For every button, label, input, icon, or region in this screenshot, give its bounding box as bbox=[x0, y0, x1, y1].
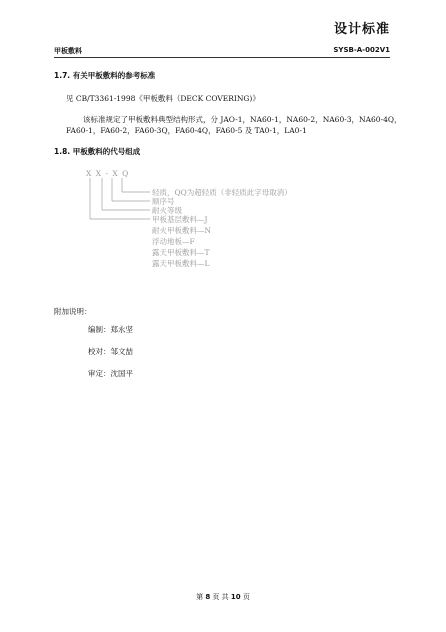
legend-item: 露天甲板敷料—L bbox=[152, 259, 210, 268]
footer-total-pages: 10 bbox=[230, 593, 241, 601]
paragraph-line-1: 该标准规定了甲板敷料典型结构形式，分 JAO-1，NA60-1，NA60-2，NA60-3，NA60-4Q， bbox=[83, 115, 402, 124]
code-structure-diagram bbox=[86, 168, 346, 276]
footer-middle: 页 共 bbox=[212, 593, 229, 601]
section-heading-1-8: 1.8. 甲板敷料的代号组成 bbox=[54, 147, 141, 156]
document-code: SYSB-A-002V1 bbox=[333, 46, 390, 54]
appendix-approver: 审定：沈国平 bbox=[88, 369, 133, 378]
legend-item: 露天甲板敷料—T bbox=[152, 248, 210, 257]
legend-item: 甲板基层敷料—J bbox=[152, 215, 208, 224]
legend-item: 轻质，QQ为超轻质（非轻质此字母取消） bbox=[152, 188, 292, 197]
page-footer bbox=[0, 592, 446, 602]
appendix-label: 附加说明： bbox=[54, 307, 92, 316]
paragraph-line-2: FA60-1，FA60-2，FA60-3Q，FA60-4Q，FA60-5 及 TA0-1，LA0-1 bbox=[66, 126, 307, 135]
legend-item: 耐火甲板敷料—N bbox=[152, 226, 212, 235]
footer-suffix: 页 bbox=[242, 593, 250, 601]
legend-item: 顺序号 bbox=[152, 197, 175, 206]
appendix-checker: 校对：邹文喆 bbox=[88, 347, 133, 356]
document-title: 设计标准 bbox=[333, 22, 390, 37]
footer-page-number: 8 bbox=[205, 593, 211, 601]
appendix-author: 编制：郑永坚 bbox=[88, 325, 133, 334]
document-name: 甲板敷料 bbox=[54, 47, 82, 55]
header-rule bbox=[54, 57, 390, 58]
footer-prefix: 第 bbox=[196, 593, 204, 601]
section-heading-1-7: 1.7. 有关甲板敷料的参考标准 bbox=[54, 71, 156, 80]
legend-item: 浮动地板—F bbox=[152, 237, 195, 246]
legend-item: 耐火等级 bbox=[152, 206, 182, 215]
code-pattern: X X - X Q bbox=[86, 169, 130, 178]
reference-line: 见 CB/T3361-1998《甲板敷料（DECK COVERING)》 bbox=[66, 94, 260, 103]
